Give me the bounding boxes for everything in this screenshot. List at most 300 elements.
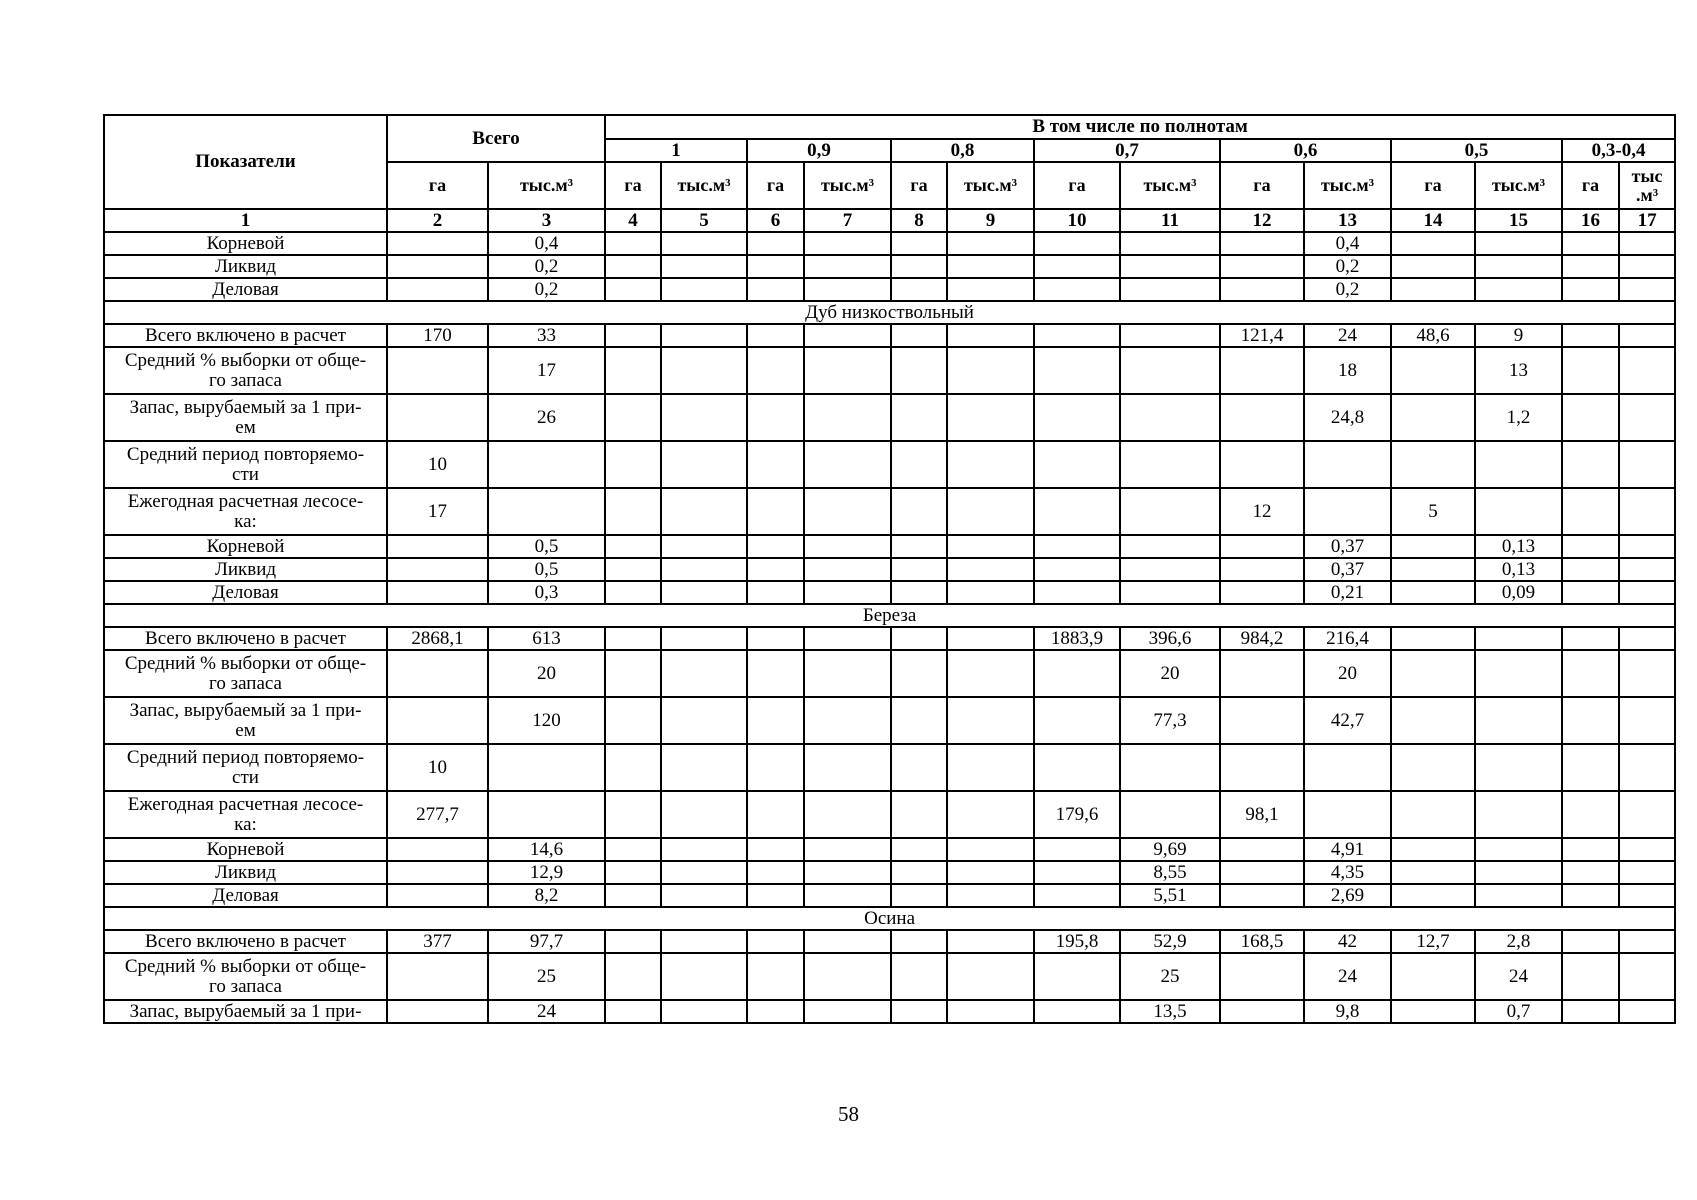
column-number: 9 xyxy=(947,209,1034,232)
table-cell xyxy=(1034,697,1120,744)
table-cell: 0,4 xyxy=(488,232,605,255)
table-cell xyxy=(891,558,947,581)
table-cell xyxy=(387,232,488,255)
row-label xyxy=(104,581,387,604)
row-label-line: ка: xyxy=(234,813,257,835)
table-cell: 1883,9 xyxy=(1034,627,1120,650)
table-row xyxy=(104,861,1675,884)
table-cell: 0,37 xyxy=(1304,535,1391,558)
row-label-line: Средний период повторяемо- xyxy=(126,443,365,465)
row-label-line: Корневой xyxy=(206,838,285,860)
table-cell xyxy=(891,930,947,953)
table-cell xyxy=(1619,535,1675,558)
table-cell: 1,2 xyxy=(1475,394,1562,441)
table-cell xyxy=(1475,650,1562,697)
table-cell: 25 xyxy=(488,953,605,1000)
table-cell xyxy=(605,255,661,278)
table-cell xyxy=(387,953,488,1000)
table-cell xyxy=(661,535,747,558)
table-cell xyxy=(747,535,804,558)
table-cell xyxy=(605,791,661,838)
row-label xyxy=(104,838,387,861)
table-cell xyxy=(891,791,947,838)
table-cell: 9,8 xyxy=(1304,1000,1391,1023)
table-cell xyxy=(387,861,488,884)
table-cell xyxy=(891,650,947,697)
forest-table xyxy=(103,114,1676,1024)
table-cell xyxy=(1304,791,1391,838)
table-cell xyxy=(1391,953,1475,1000)
table-cell xyxy=(1562,581,1619,604)
table-cell xyxy=(605,324,661,347)
table-cell xyxy=(1619,791,1675,838)
section-row xyxy=(104,604,1675,627)
table-cell xyxy=(1562,278,1619,301)
table-row xyxy=(104,488,1675,535)
table-cell xyxy=(1391,627,1475,650)
table-cell: 2,69 xyxy=(1304,884,1391,907)
table-cell xyxy=(1562,791,1619,838)
table-cell xyxy=(661,324,747,347)
table-cell: 17 xyxy=(488,347,605,394)
table-cell xyxy=(947,627,1034,650)
table-cell xyxy=(747,650,804,697)
table-cell xyxy=(1034,581,1120,604)
table-cell xyxy=(1391,838,1475,861)
table-cell: 24 xyxy=(488,1000,605,1023)
table-row xyxy=(104,697,1675,744)
row-label-line: сти xyxy=(232,766,259,788)
table-cell xyxy=(1391,744,1475,791)
row-label-line: Средний % выборки от обще- xyxy=(124,349,367,371)
unit-tm3-last xyxy=(1619,162,1675,209)
table-cell xyxy=(804,627,891,650)
table-cell: 77,3 xyxy=(1120,697,1220,744)
density-header: 0,6 xyxy=(1220,139,1391,162)
table-cell: 0,2 xyxy=(1304,278,1391,301)
table-cell xyxy=(661,441,747,488)
table-cell xyxy=(387,650,488,697)
table-cell xyxy=(488,441,605,488)
column-number: 13 xyxy=(1304,209,1391,232)
table-cell xyxy=(947,278,1034,301)
table-cell: 0,37 xyxy=(1304,558,1391,581)
table-cell xyxy=(804,650,891,697)
table-row xyxy=(104,650,1675,697)
table-cell xyxy=(1619,581,1675,604)
row-label xyxy=(104,791,387,838)
table-cell: 121,4 xyxy=(1220,324,1304,347)
table-cell xyxy=(1562,744,1619,791)
unit-tm3-last-b: .м³ xyxy=(1635,184,1659,205)
table-cell xyxy=(804,535,891,558)
table-cell xyxy=(947,535,1034,558)
row-label xyxy=(104,861,387,884)
table-cell xyxy=(605,744,661,791)
table-cell xyxy=(891,697,947,744)
table-cell xyxy=(661,930,747,953)
unit-tm3-last-a: тыс xyxy=(1631,165,1663,186)
table-cell: 0,5 xyxy=(488,558,605,581)
table-cell xyxy=(947,581,1034,604)
table-cell xyxy=(747,791,804,838)
table-cell: 0,13 xyxy=(1475,558,1562,581)
column-number-row xyxy=(104,209,1675,232)
row-label-line: го запаса xyxy=(209,975,282,997)
table-cell xyxy=(605,953,661,1000)
table-cell xyxy=(747,441,804,488)
row-label-line: Запас, вырубаемый за 1 при- xyxy=(129,396,362,418)
table-cell xyxy=(1120,744,1220,791)
table-cell xyxy=(947,324,1034,347)
table-cell xyxy=(1220,744,1304,791)
table-cell xyxy=(1619,861,1675,884)
table-cell xyxy=(387,535,488,558)
row-label-line: Всего включено в расчет xyxy=(145,324,346,346)
table-cell xyxy=(1220,278,1304,301)
table-cell xyxy=(387,1000,488,1023)
table-cell xyxy=(1475,441,1562,488)
table-cell xyxy=(1220,232,1304,255)
density-header: 1 xyxy=(605,139,747,162)
table-cell xyxy=(947,650,1034,697)
table-cell xyxy=(947,884,1034,907)
table-cell xyxy=(804,953,891,1000)
table-cell xyxy=(804,791,891,838)
table-cell xyxy=(891,488,947,535)
table-row xyxy=(104,255,1675,278)
table-cell: 195,8 xyxy=(1034,930,1120,953)
table-cell xyxy=(947,347,1034,394)
table-cell xyxy=(1619,278,1675,301)
table-cell xyxy=(488,488,605,535)
table-cell xyxy=(661,791,747,838)
section-title: Дуб низкоствольный xyxy=(104,301,1675,324)
density-header: 0,3-0,4 xyxy=(1562,139,1675,162)
table-cell: 24 xyxy=(1304,324,1391,347)
table-cell xyxy=(1562,441,1619,488)
table-cell xyxy=(947,791,1034,838)
table-cell: 2,8 xyxy=(1475,930,1562,953)
row-label-line: Деловая xyxy=(212,581,279,603)
table-cell xyxy=(1304,744,1391,791)
table-cell xyxy=(747,558,804,581)
table-cell xyxy=(1034,650,1120,697)
table-row xyxy=(104,838,1675,861)
table-cell xyxy=(747,953,804,1000)
table-cell: 12 xyxy=(1220,488,1304,535)
table-cell: 12,9 xyxy=(488,861,605,884)
table-cell xyxy=(661,838,747,861)
table-cell xyxy=(605,581,661,604)
table-cell xyxy=(1034,324,1120,347)
table-cell: 0,21 xyxy=(1304,581,1391,604)
table-row xyxy=(104,232,1675,255)
table-cell xyxy=(1220,1000,1304,1023)
table-cell xyxy=(804,558,891,581)
row-label-line: Всего включено в расчет xyxy=(145,930,346,952)
table-cell xyxy=(1619,488,1675,535)
table-cell xyxy=(1120,581,1220,604)
table-cell xyxy=(891,861,947,884)
table-row xyxy=(104,884,1675,907)
table-row xyxy=(104,535,1675,558)
table-cell: 13 xyxy=(1475,347,1562,394)
table-cell xyxy=(661,278,747,301)
row-label xyxy=(104,650,387,697)
row-label-line: го запаса xyxy=(209,369,282,391)
table-cell xyxy=(661,697,747,744)
table-cell xyxy=(1034,744,1120,791)
table-cell: 0,7 xyxy=(1475,1000,1562,1023)
column-number: 16 xyxy=(1562,209,1619,232)
row-label xyxy=(104,394,387,441)
table-cell: 18 xyxy=(1304,347,1391,394)
table-cell xyxy=(1220,884,1304,907)
table-cell xyxy=(891,441,947,488)
table-cell xyxy=(804,394,891,441)
density-header: 0,7 xyxy=(1034,139,1220,162)
unit-tm3: тыс.м³ xyxy=(1304,162,1391,209)
table-cell xyxy=(1120,347,1220,394)
table-cell xyxy=(1619,884,1675,907)
table-cell: 0,2 xyxy=(1304,255,1391,278)
row-label-line: Ежегодная расчетная лесосе- xyxy=(127,793,364,815)
table-cell xyxy=(1220,650,1304,697)
table-cell xyxy=(1304,441,1391,488)
table-cell xyxy=(1220,838,1304,861)
column-number: 5 xyxy=(661,209,747,232)
table-cell xyxy=(804,255,891,278)
table-cell xyxy=(891,255,947,278)
table-cell xyxy=(1475,838,1562,861)
table-cell xyxy=(1034,394,1120,441)
table-cell xyxy=(1475,884,1562,907)
row-label xyxy=(104,697,387,744)
table-cell: 8,2 xyxy=(488,884,605,907)
table-cell xyxy=(1034,861,1120,884)
table-cell: 170 xyxy=(387,324,488,347)
table-cell xyxy=(747,278,804,301)
table-cell xyxy=(661,347,747,394)
table-cell xyxy=(1120,441,1220,488)
row-label xyxy=(104,278,387,301)
unit-ha: га xyxy=(1562,162,1619,209)
table-cell xyxy=(747,232,804,255)
table-cell xyxy=(1562,232,1619,255)
table-row xyxy=(104,930,1675,953)
row-label xyxy=(104,255,387,278)
table-cell xyxy=(1304,488,1391,535)
table-cell xyxy=(1034,255,1120,278)
header-vsego: Всего xyxy=(387,115,605,162)
table-cell: 13,5 xyxy=(1120,1000,1220,1023)
header-v-tom-chisle: В том числе по полнотам xyxy=(605,115,1675,139)
table-cell xyxy=(387,581,488,604)
table-cell xyxy=(1475,744,1562,791)
table-cell: 0,4 xyxy=(1304,232,1391,255)
column-number: 2 xyxy=(387,209,488,232)
unit-ha: га xyxy=(1391,162,1475,209)
table-cell: 5 xyxy=(1391,488,1475,535)
table-cell xyxy=(1619,627,1675,650)
table-cell: 98,1 xyxy=(1220,791,1304,838)
table-cell xyxy=(605,838,661,861)
table-cell xyxy=(747,627,804,650)
table-cell xyxy=(605,441,661,488)
unit-tm3: тыс.м³ xyxy=(1475,162,1562,209)
table-cell xyxy=(1034,278,1120,301)
table-cell xyxy=(747,488,804,535)
table-cell xyxy=(1619,255,1675,278)
section-title: Береза xyxy=(104,604,1675,627)
row-label xyxy=(104,627,387,650)
table-cell xyxy=(747,861,804,884)
table-cell xyxy=(1475,627,1562,650)
table-cell xyxy=(1220,535,1304,558)
table-cell xyxy=(1475,697,1562,744)
table-cell xyxy=(1619,930,1675,953)
table-cell xyxy=(747,394,804,441)
table-cell xyxy=(1391,581,1475,604)
table-cell xyxy=(947,1000,1034,1023)
table-cell: 24,8 xyxy=(1304,394,1391,441)
column-number: 3 xyxy=(488,209,605,232)
row-label-line: Запас, вырубаемый за 1 при- xyxy=(129,1000,362,1022)
table-cell xyxy=(1562,255,1619,278)
table-cell xyxy=(891,953,947,1000)
table-cell xyxy=(661,232,747,255)
table-cell xyxy=(1475,232,1562,255)
table-cell xyxy=(1619,558,1675,581)
table-cell xyxy=(747,347,804,394)
row-label-line: го запаса xyxy=(209,672,282,694)
table-row xyxy=(104,558,1675,581)
row-label xyxy=(104,558,387,581)
table-cell xyxy=(1120,394,1220,441)
header-row-1 xyxy=(104,115,1675,139)
table-cell xyxy=(605,347,661,394)
row-label xyxy=(104,1000,387,1023)
row-label-line: Ликвид xyxy=(214,558,277,580)
table-cell xyxy=(1562,324,1619,347)
table-cell: 14,6 xyxy=(488,838,605,861)
table-cell: 5,51 xyxy=(1120,884,1220,907)
table-cell xyxy=(1034,558,1120,581)
table-cell xyxy=(747,744,804,791)
table-cell xyxy=(605,535,661,558)
table-cell xyxy=(1562,1000,1619,1023)
table-cell xyxy=(804,324,891,347)
table-cell xyxy=(1391,791,1475,838)
table-cell: 10 xyxy=(387,744,488,791)
table-cell xyxy=(1034,232,1120,255)
table-cell xyxy=(1120,278,1220,301)
table-cell xyxy=(947,441,1034,488)
table-cell: 52,9 xyxy=(1120,930,1220,953)
table-cell: 33 xyxy=(488,324,605,347)
table-cell xyxy=(1391,347,1475,394)
table-cell xyxy=(1562,884,1619,907)
table-cell xyxy=(605,394,661,441)
row-label-line: ем xyxy=(235,416,256,438)
table-cell xyxy=(891,394,947,441)
column-number: 1 xyxy=(104,209,387,232)
unit-ha: га xyxy=(891,162,947,209)
table-cell xyxy=(387,558,488,581)
table-cell xyxy=(891,278,947,301)
table-cell: 17 xyxy=(387,488,488,535)
table-cell xyxy=(661,861,747,884)
table-cell xyxy=(1220,697,1304,744)
table-cell xyxy=(1619,232,1675,255)
table-cell xyxy=(1562,488,1619,535)
table-cell: 216,4 xyxy=(1304,627,1391,650)
table-cell xyxy=(1562,930,1619,953)
table-cell xyxy=(1619,394,1675,441)
density-header: 0,5 xyxy=(1391,139,1562,162)
table-cell xyxy=(1562,953,1619,1000)
column-number: 11 xyxy=(1120,209,1220,232)
section-title: Осина xyxy=(104,907,1675,930)
table-cell xyxy=(891,347,947,394)
table-cell xyxy=(1475,488,1562,535)
table-cell xyxy=(1619,650,1675,697)
table-cell xyxy=(661,884,747,907)
table-row xyxy=(104,278,1675,301)
table-cell: 8,55 xyxy=(1120,861,1220,884)
table-cell xyxy=(891,884,947,907)
table-cell xyxy=(387,394,488,441)
table-cell xyxy=(1220,861,1304,884)
density-header: 0,8 xyxy=(891,139,1034,162)
row-label-line: ем xyxy=(235,719,256,741)
table-cell xyxy=(1034,953,1120,1000)
row-label xyxy=(104,488,387,535)
table-cell xyxy=(1619,697,1675,744)
table-cell xyxy=(891,627,947,650)
table-cell: 25 xyxy=(1120,953,1220,1000)
table-cell xyxy=(661,558,747,581)
table-cell xyxy=(1120,255,1220,278)
table-cell xyxy=(891,838,947,861)
table-cell xyxy=(661,627,747,650)
table-cell xyxy=(1034,535,1120,558)
table-cell xyxy=(947,953,1034,1000)
table-cell xyxy=(387,697,488,744)
table-cell xyxy=(387,255,488,278)
table-cell xyxy=(1562,697,1619,744)
table-cell xyxy=(1034,441,1120,488)
row-label-line: Корневой xyxy=(206,232,285,254)
table-cell xyxy=(1562,650,1619,697)
column-number: 15 xyxy=(1475,209,1562,232)
table-cell xyxy=(804,278,891,301)
table-cell xyxy=(488,791,605,838)
column-number: 17 xyxy=(1619,209,1675,232)
table-cell xyxy=(747,255,804,278)
table-cell xyxy=(1220,441,1304,488)
table-cell xyxy=(947,930,1034,953)
table-cell xyxy=(1391,884,1475,907)
table-cell xyxy=(747,697,804,744)
row-label-line: Деловая xyxy=(212,278,279,300)
table-cell xyxy=(1562,558,1619,581)
table-cell: 396,6 xyxy=(1120,627,1220,650)
table-cell: 0,3 xyxy=(488,581,605,604)
table-cell xyxy=(947,488,1034,535)
table-cell xyxy=(1619,324,1675,347)
